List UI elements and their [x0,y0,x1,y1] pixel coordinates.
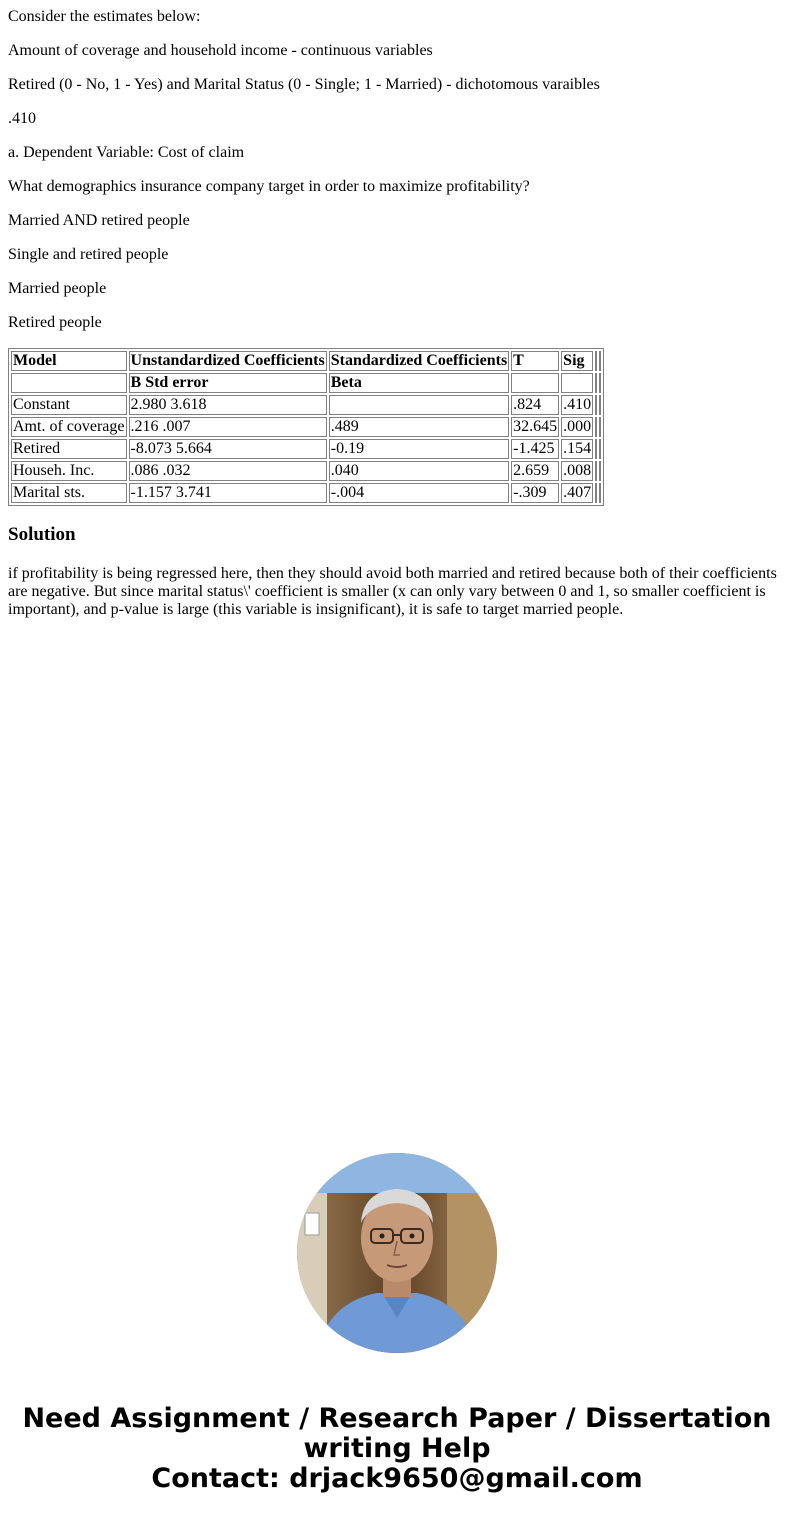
author-avatar [297,1153,497,1353]
option-2: Single and retired people [8,246,169,263]
intro-text: Consider the estimates below: [8,8,201,25]
empty-cell [595,351,597,371]
empty-cell [599,395,601,415]
empty-cell [599,351,601,371]
table-cell: .824 [511,395,559,415]
question-text: What demographics insurance company target in order to maximize profitability? [8,178,530,195]
table-cell: -.309 [511,483,559,503]
table-row [11,461,601,481]
empty-cell [595,395,597,415]
promo-banner [0,1404,794,1494]
table-cell: Marital sts. [11,483,127,503]
table-cell: .410 [563,396,592,413]
solution-heading: Solution [8,524,76,545]
header-model: Model [11,351,127,371]
table-cell: -0.19 [329,439,509,459]
subheader-cell [511,373,559,393]
empty-cell [595,461,597,481]
subheader-cell: B Std error [129,373,327,393]
empty-cell [595,483,597,503]
subheader-cell [561,373,593,393]
empty-cell [599,373,601,393]
table-cell: 2.980 3.618 [129,395,327,415]
table-subheader-row [11,373,601,393]
header-t: T [511,351,559,371]
empty-cell [595,439,597,459]
solution-text: if profitability is being regressed here, then they should avoid both married and retired because both of their coefficients are negative. But since marital status\' coefficient is smaller (x can only vary between 0 and 1, so smaller coefficient is important), and p-value is large (this variable is insignificant), it is safe to target married people. [8,565,777,618]
table-cell: Constant [11,395,127,415]
empty-cell [599,483,601,503]
table-row [11,439,601,459]
table-cell: .407 [563,484,592,501]
table-row [11,483,601,503]
table-cell: .040 [329,461,509,481]
table-cell: 32.645 [513,418,558,435]
empty-cell [595,417,597,437]
empty-cell [599,417,601,437]
table-cell: Househ. Inc. [11,461,127,481]
promo-line-1: Need Assignment / Research Paper / Dissertation [22,1403,772,1434]
header-sig: Sig [561,351,593,371]
header-unstandardized: Unstandardized Coefficients [130,352,325,369]
avatar-portrait-image [297,1153,497,1353]
option-1: Married AND retired people [8,212,190,229]
option-4: Retired people [8,314,102,331]
header-standardized: Standardized Coefficients [330,352,508,369]
table-cell: .154 [563,440,592,457]
option-3: Married people [8,280,107,297]
dichotomous-variables-note: Retired (0 - No, 1 - Yes) and Marital Status (0 - Single; 1 - Married) - dichotomous varaibles [8,76,600,93]
subheader-cell [11,373,127,393]
table-cell: -1.425 [511,439,559,459]
empty-cell [599,439,601,459]
table-cell: Retired [11,439,127,459]
table-cell [329,395,509,415]
continuous-variables-note: Amount of coverage and household income - continuous variables [8,42,433,59]
table-cell: -8.073 5.664 [129,439,327,459]
table-cell: Amt. of coverage [13,418,125,435]
table-cell: .489 [329,417,509,437]
promo-contact: Contact: drjack9650@gmail.com [151,1463,643,1494]
table-cell: .086 .032 [129,461,327,481]
table-cell: -.004 [329,483,509,503]
table-cell: -1.157 3.741 [129,483,327,503]
promo-line-2: writing Help [303,1433,491,1464]
table-cell: .008 [563,462,592,479]
stray-value: .410 [8,110,36,127]
coefficients-table [8,348,604,506]
empty-cell [599,461,601,481]
table-cell: .000 [563,418,592,435]
table-cell: .216 .007 [129,417,327,437]
table-row [11,395,601,415]
table-header-row [11,351,601,371]
empty-cell [595,373,597,393]
dependent-variable-note: a. Dependent Variable: Cost of claim [8,144,245,161]
table-row [11,417,601,437]
table-cell: 2.659 [511,461,559,481]
subheader-cell: Beta [329,373,509,393]
